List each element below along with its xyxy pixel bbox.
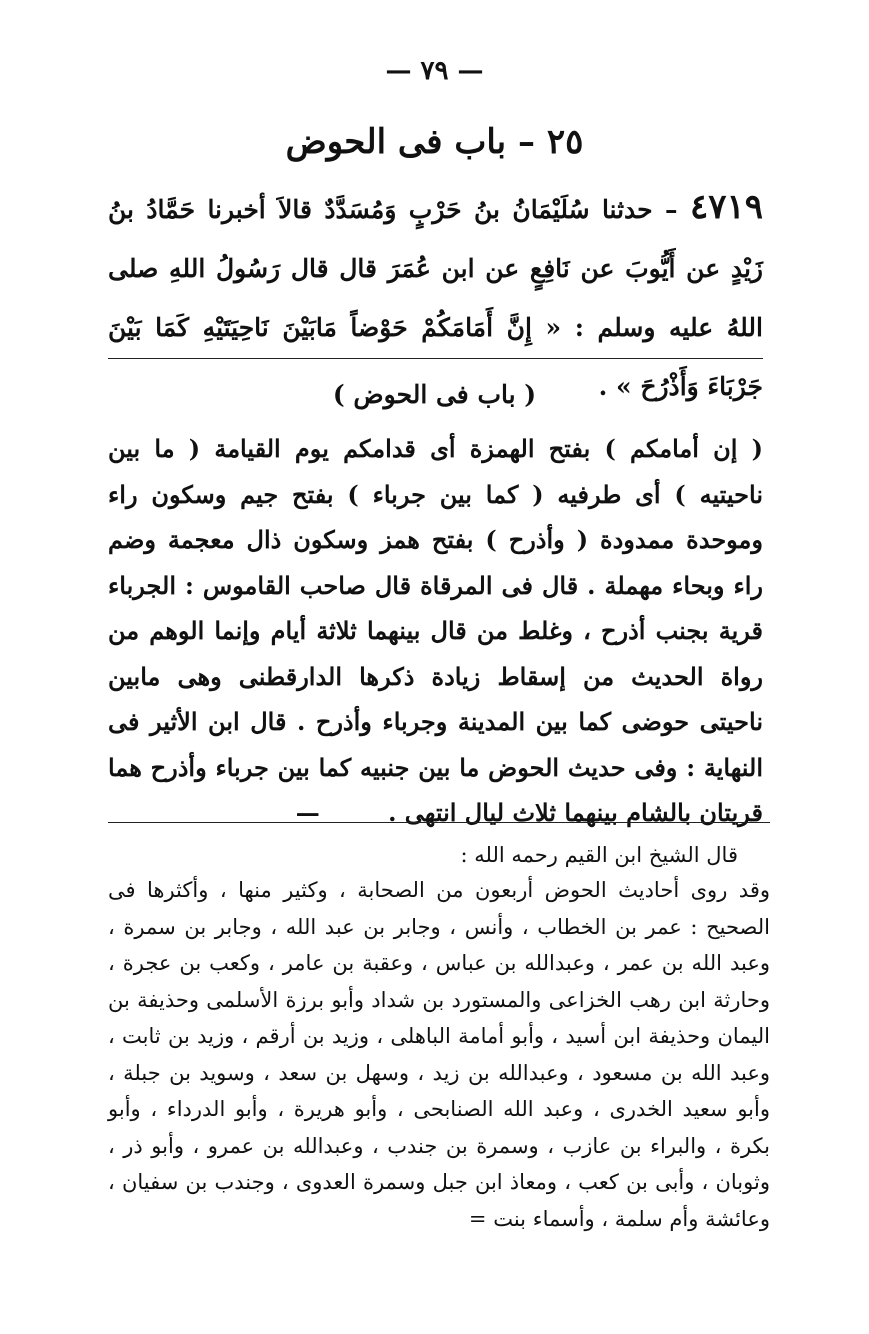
commentary-block xyxy=(108,426,763,836)
hadith-text: – حدثنا سُلَيْمَانُ بنُ حَرْبٍ وَمُسَدَّدٌ قالاَ أخبرنا حَمَّادُ بنُ زَيْدٍ عن أَيُّوبَ عن نَافِعٍ عن ابن عُمَرَ قال قال رَسُولُ اللهِ صلى اللهُ عليه وسلم : « إِنَّ أَمَامَكُمْ حَوْضاً مَابَيْنَ نَاحِيَتَيْهِ كَمَا بَيْنَ جَرْبَاءَ وَأَذْرُحَ » . xyxy=(108,195,763,401)
quote-block xyxy=(108,872,770,1237)
page-number: — ٧٩ — xyxy=(385,56,484,86)
quote-text: وقد روى أحاديث الحوض أربعون من الصحابة ، وكثير منها ، وأكثرها فى الصحيح : عمر بن الخطاب ، وأنس ، وجابر بن عبد الله ، وجابر بن سمرة ، وعبد الله بن عمر ، وعبدالله بن عباس ، وعقبة بن عامر ، وكعب بن عجرة ، وحارثة ابن رهب الخزاعى والمستورد بن شداد وأبو برزة الأسلمى وحذيفة بن اليمان وحذيفة ابن أسيد ، وأبو أمامة الباهلى ، وزيد بن أرقم ، وزيد بن ثابت ، وعبد الله بن مسعود ، وعبدالله بن زيد ، وسهل بن سعد ، وسويد بن جبلة ، وأبو سعيد الخدرى ، وعبد الله الصنابحى ، وأبو هريرة ، وأبو الدرداء ، وأبو بكرة ، والبراء بن عازب ، وسمرة بن جندب ، وعبدالله بن عمرو ، وأبو ذر ، وثوبان ، وأبى بن كعب ، ومعاذ ابن جبل وسمرة العدوى ، وجندب بن سفيان ، وعائشة وأم سلمة ، وأسماء بنت xyxy=(108,878,770,1231)
quote-end-mark: = xyxy=(468,1206,487,1231)
chapter-title xyxy=(0,122,869,162)
chapter-heading: – باب فى الحوض xyxy=(285,122,535,162)
commentary-end-mark: — xyxy=(295,798,320,827)
hadith-number: ٤٧١٩ xyxy=(689,187,763,227)
section-divider-top xyxy=(108,358,763,359)
commentary-title: ( باب فى الحوض ) xyxy=(332,380,537,409)
chapter-number: ٢٥ xyxy=(546,122,584,162)
commentary-text: ( إن أمامكم ) بفتح الهمزة أى قدامكم يوم القيامة ( ما بين ناحيتيه ) أى طرفيه ( كما بين جرباء ) بفتح جيم وسكون راء وموحدة ممدودة ( وأذرح ) بفتح همز وسكون ذال معجمة وضم راء وبحاء مهملة . قال فى المرقاة قال صاحب القاموس : الجرباء قرية بجنب أذرح ، وغلط من قال بينهما ثلاثة أيام وإنما الوهم من رواة الحديث من إسقاط زيادة ذكرها الدارقطنى وهى مابين ناحيتى حوضى كما بين المدينة وجرباء وأذرح . قال ابن الأثير فى النهاية : وفى حديث الحوض ما بين جنبيه كما بين جرباء وأذرح هما قريتان بالشام بينهما ثلاث ليال انتهى . xyxy=(108,434,763,827)
section-divider-bottom xyxy=(108,822,770,823)
quote-intro: قال الشيخ ابن القيم رحمه الله : xyxy=(460,843,738,867)
